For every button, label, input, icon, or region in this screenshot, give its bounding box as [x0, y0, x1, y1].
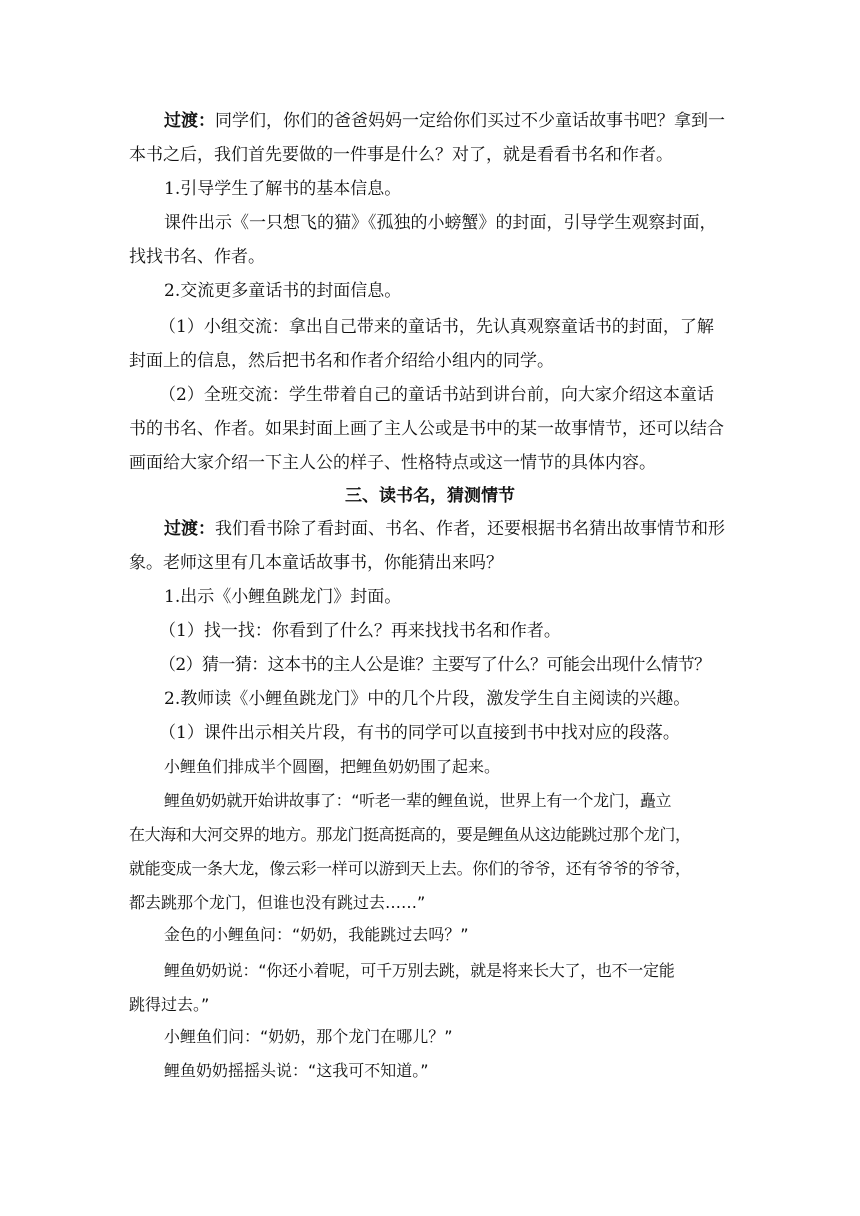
courseware-excerpt-note: （1）课件出示相关片段，有书的同学可以直接到书中找对应的段落。	[159, 723, 680, 743]
transition-paragraph-1: 过渡：同学们，你们的爸爸妈妈一定给你们买过不少童话故事书吧？拿到一 本书之后，我们首先要做的一件事是什么？对了，就是看看书名和作者。	[129, 111, 725, 165]
group-discussion-paragraph: （1）小组交流：拿出自己带来的童话书，先认真观察童话书的封面，了解 封面上的信息，然后把书名和作者介绍给小组内的同学。	[129, 317, 714, 371]
class-discussion-paragraph: （2）全班交流：学生带着自己的童话书站到讲台前，向大家介绍这本童话 书的书名、作者。如果封面上画了主人公或是书中的某一故事情节，还可以结合 画面给大家介绍一下主人公的样子、性格特点或这一情节的具体内容。	[129, 385, 724, 473]
excerpt-paragraph-5: 小鲤鱼们问：“奶奶，那个龙门在哪儿？”	[164, 1027, 453, 1046]
transition-lead: 过渡：	[164, 111, 215, 131]
find-task: （1）找一找：你看到了什么？再来找找书名和作者。	[159, 621, 561, 641]
step-2-text: 2.交流更多童话书的封面信息。	[164, 281, 402, 301]
excerpt-paragraph-2: 鲤鱼奶奶就开始讲故事了：“听老一辈的鲤鱼说，世界上有一个龙门，矗立 在大海和大河交界的地方。那龙门挺高挺高的，要是鲤鱼从这边能跳过那个龙门， 就能变成一条大龙，像云彩一样可以游到天上去。你们的爷爷，还有爷爷的爷爷， 都去跳那个龙门，但谁也没有跳过去……”	[129, 791, 691, 912]
courseware-paragraph: 课件出示《一只想飞的猫》《孤独的小螃蟹》的封面，引导学生观察封面， 找找书名、作者。	[129, 213, 717, 267]
excerpt-paragraph-4: 鲤鱼奶奶说：“你还小着呢，可千万别去跳，就是将来长大了，也不一定能 跳得过去。”	[129, 961, 675, 1014]
excerpt-paragraph-6: 鲤鱼奶奶摇摇头说：“这我可不知道。”	[164, 1061, 429, 1080]
excerpt-paragraph-1: 小鲤鱼们排成半个圆圈，把鲤鱼奶奶围了起来。	[164, 757, 501, 776]
section-heading: 三、读书名，猜测情节	[345, 486, 515, 506]
guess-task: （2）猜一猜：这本书的主人公是谁？主要写了什么？可能会出现什么情节？	[159, 655, 711, 675]
teacher-reads: 2.教师读《小鲤鱼跳龙门》中的几个片段，激发学生自主阅读的兴趣。	[164, 689, 691, 709]
step-1-text: 1.引导学生了解书的基本信息。	[164, 179, 402, 199]
excerpt-paragraph-3: 金色的小鲤鱼问：“奶奶，我能跳过去吗？”	[164, 925, 469, 944]
transition-paragraph-2: 过渡：我们看书除了看封面、书名、作者，还要根据书名猜出故事情节和形 象。老师这里有几本童话故事书，你能猜出来吗？	[129, 519, 725, 573]
transition-lead: 过渡：	[164, 519, 215, 539]
step-show-cover: 1.出示《小鲤鱼跳龙门》封面。	[164, 587, 402, 607]
